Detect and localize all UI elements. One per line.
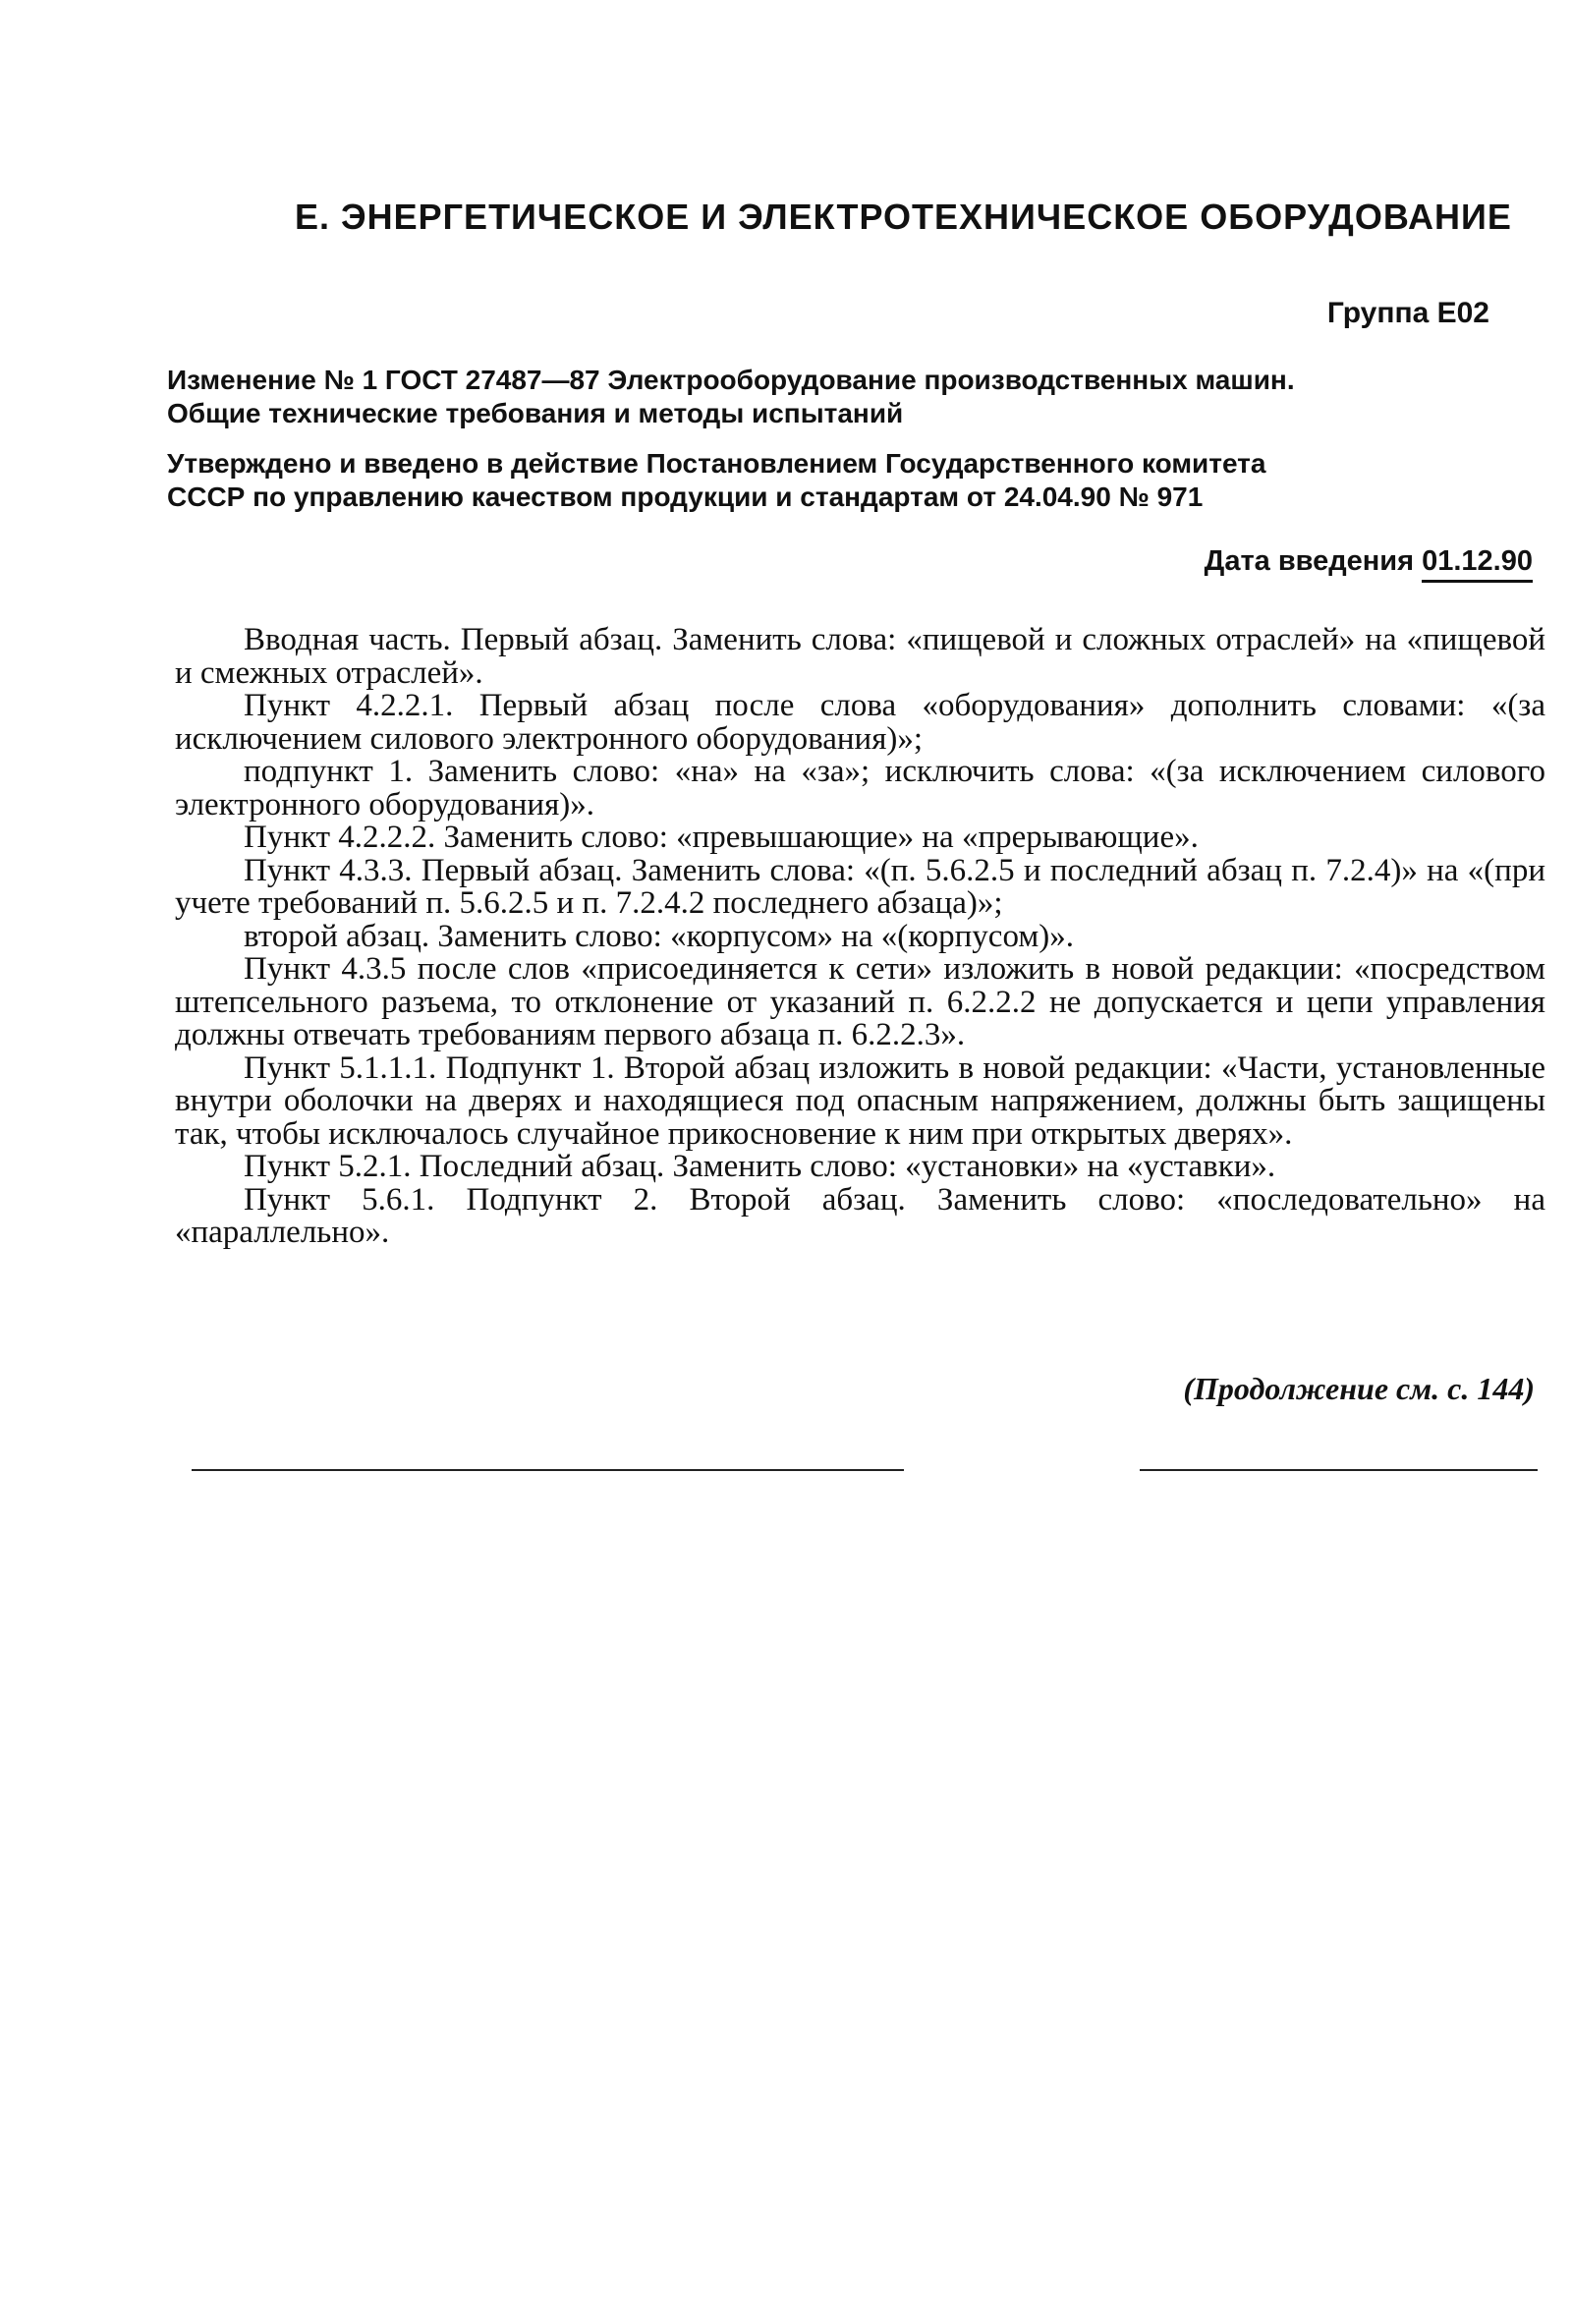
paragraph: Вводная часть. Первый абзац. Заменить слова: «пищевой и сложных отраслей» на «пищевой и смежных отраслей». <box>175 622 1545 691</box>
group-code: Группа Е02 <box>1326 297 1489 329</box>
paragraph: Пункт 4.3.3. Первый абзац. Заменить слова: «(п. 5.6.2.5 и последний абзац п. 7.2.4)» на «(при учете требований п. 5.6.2.5 и п. 7.2.4.2 последнего абзаца)»; <box>175 852 1545 921</box>
amendment-line-1: Изменение № 1 ГОСТ 27487—87 Электрооборудование производственных машин. <box>167 365 1295 395</box>
approval-line-2: СССР по управлению качеством продукции и стандартам от 24.04.90 № 971 <box>167 482 1204 512</box>
paragraph: Пункт 4.2.2.1. Первый абзац после слова «оборудования» дополнить словами: «(за исключением силового электронного оборудования)»; <box>175 688 1545 757</box>
continuation-note: (Продолжение см. с. 144) <box>1183 1371 1535 1406</box>
amendment-body <box>175 624 1545 1250</box>
amendment-line-2: Общие технические требования и методы испытаний <box>167 398 904 428</box>
footer-rule-right <box>1140 1469 1538 1471</box>
approval-line-1: Утверждено и введено в действие Постановлением Государственного комитета <box>167 448 1266 479</box>
paragraph: Пункт 4.3.5 после слов «присоединяется к сети» изложить в новой редакции: «посредством штепсельного разъема, то отклонение от указаний п. 6.2.2.2 не допускается и цепи управления должны отвечать требованиям первого абзаца п. 6.2.2.3». <box>175 951 1545 1052</box>
footer-rule-left <box>192 1469 904 1471</box>
introduction-date-value: 01.12.90 <box>1422 545 1533 583</box>
amendment-heading <box>167 364 1543 430</box>
paragraph: Пункт 4.2.2.2. Заменить слово: «превышающие» на «прерывающие». <box>244 820 1199 855</box>
paragraph: Пункт 5.1.1.1. Подпункт 1. Второй абзац изложить в новой редакции: «Части, установленные внутри оболочки на дверях и находящиеся под опасным напряжением, должны быть защищены так, чтобы исключалось случайное прикосновение к ним при открытых дверях». <box>175 1049 1545 1152</box>
paragraph: подпункт 1. Заменить слово: «на» на «за»; исключить слова: «(за исключением силового электронного оборудования)». <box>175 754 1545 822</box>
section-title: Е. ЭНЕРГЕТИЧЕСКОЕ И ЭЛЕКТРОТЕХНИЧЕСКОЕ ОБОРУДОВАНИЕ <box>295 197 1512 237</box>
paragraph: второй абзац. Заменить слово: «корпусом» на «(корпусом)». <box>244 918 1074 954</box>
introduction-date <box>1205 545 1533 583</box>
paragraph: Пункт 5.6.1. Подпункт 2. Второй абзац. Заменить слово: «последовательно» на «параллельно». <box>175 1181 1545 1250</box>
introduction-date-label: Дата введения <box>1204 545 1415 577</box>
approval-statement <box>167 447 1543 514</box>
paragraph: Пункт 5.2.1. Последний абзац. Заменить слово: «установки» на «уставки». <box>244 1149 1276 1184</box>
